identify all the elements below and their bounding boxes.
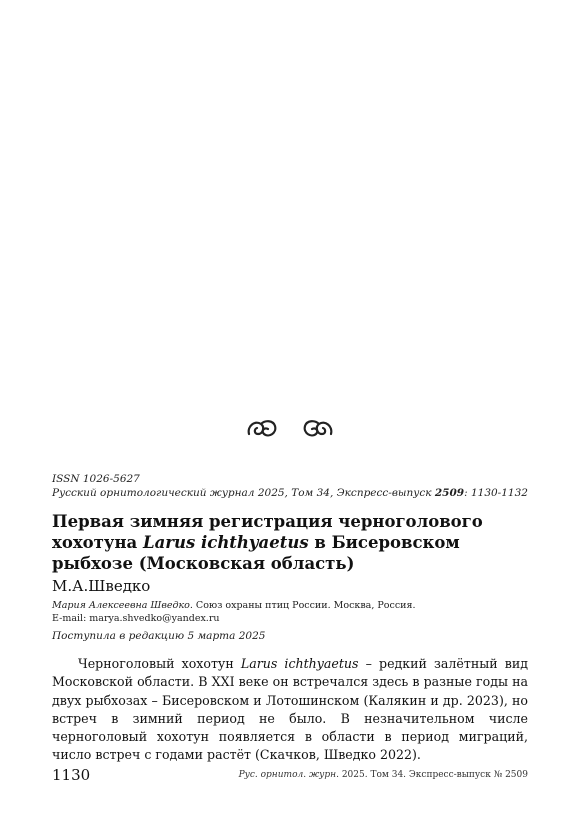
- para1-start: Черноголовый хохотун: [78, 656, 241, 671]
- issue-number: 2509: [434, 487, 465, 499]
- journal-abbrev: Рус. орнитол. журн.: [238, 770, 339, 780]
- received-date: Поступила в редакцию 5 марта 2025: [52, 630, 266, 642]
- citation-prefix: Русский орнитологический журнал 2025, Том 34, Экспресс-выпуск: [52, 487, 435, 499]
- journal-rest: 2025. Том 34. Экспресс-выпуск № 2509: [338, 770, 528, 780]
- author-name: М.А.Шведко: [52, 577, 151, 595]
- author-email: E-mail: marya.shvedko@yandex.ru: [52, 612, 220, 624]
- fleuron-left-icon: [245, 416, 279, 442]
- para1-species: Larus ichthyaetus: [240, 656, 359, 671]
- affiliation-rest: . Союз охраны птиц России. Москва, Россия.: [189, 600, 416, 611]
- title-species: Larus ichthyaetus: [142, 533, 309, 552]
- running-footer: [239, 770, 528, 780]
- ornament-right-icon: [301, 416, 335, 449]
- title-part1: Первая зимняя регистрация черноголового хохотуна: [52, 512, 483, 552]
- title-part2: в Бисеровском рыбхозе (Московская область): [52, 533, 460, 573]
- issn: ISSN 1026-5627: [52, 473, 140, 485]
- page-number: 1130: [52, 766, 91, 784]
- publication-meta: [52, 472, 532, 500]
- ornament-divider: [0, 416, 580, 449]
- affiliation-line: [52, 600, 532, 613]
- citation-line: [52, 486, 532, 500]
- article-title: [52, 511, 532, 574]
- citation-pages: : 1130-1132: [464, 487, 528, 499]
- ornament-left-icon: [245, 416, 279, 449]
- body-paragraph: [52, 655, 528, 765]
- affiliation-name: Мария Алексеевна Шведко: [52, 600, 190, 611]
- para1-rest: – редкий залётный вид Московской области. В XXI веке он встречался здесь в разные годы на двух рыбхозах – Бисеровском и Лотошинском (Калякин и др. 2023), но встреч в зимний период не было. В незначительном числе черноголовый хохотун появляется в области в период миграций, число встреч с годами растёт (Скачков, Шведко 2022).: [52, 656, 528, 763]
- author-affiliation: [52, 600, 532, 625]
- fleuron-right-icon: [301, 416, 335, 442]
